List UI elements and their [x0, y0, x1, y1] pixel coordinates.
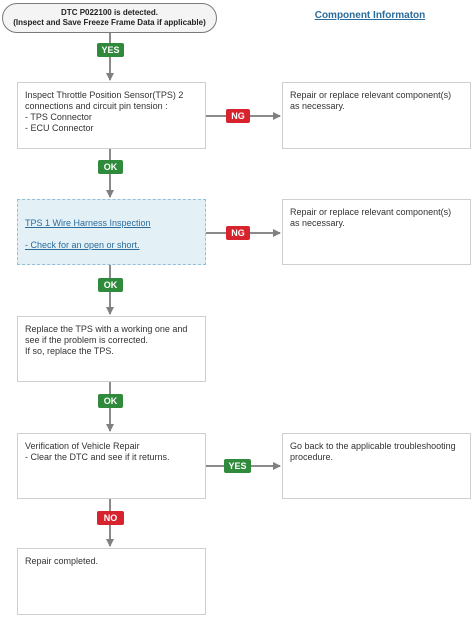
ng-badge-step2: NG: [226, 226, 250, 240]
result-repair-replace-2: Repair or replace relevant component(s) as necessary.: [282, 199, 471, 265]
ok-badge-step2: OK: [98, 278, 123, 292]
ng-badge-step1: NG: [226, 109, 250, 123]
step-repair-completed: Repair completed.: [17, 548, 206, 615]
result-go-back-troubleshooting: Go back to the applicable troubleshooting procedure.: [282, 433, 471, 499]
ok-badge-step3: OK: [98, 394, 123, 408]
no-badge-step4: NO: [97, 511, 124, 525]
step-wire-harness-inspection: [17, 199, 206, 265]
check-open-short-link[interactable]: - Check for an open or short.: [25, 240, 140, 250]
step-replace-tps: Replace the TPS with a working one and see if the problem is corrected. If so, replace the TPS.: [17, 316, 206, 382]
start-line2: (Inspect and Save Freeze Frame Data if applicable): [13, 18, 206, 27]
yes-badge-step4: YES: [224, 459, 251, 473]
wire-harness-inspection-link[interactable]: TPS 1 Wire Harness Inspection: [25, 218, 151, 228]
step-verification-repair: Verification of Vehicle Repair - Clear the DTC and see if it returns.: [17, 433, 206, 499]
result-repair-replace-1: Repair or replace relevant component(s) as necessary.: [282, 82, 471, 149]
start-terminal: [2, 3, 217, 33]
step-inspect-tps-connections: Inspect Throttle Position Sensor(TPS) 2 connections and circuit pin tension : - TPS Connector - ECU Connector: [17, 82, 206, 149]
start-line1: DTC P022100 is detected.: [61, 8, 158, 17]
component-information-link[interactable]: Component Informaton: [314, 10, 426, 21]
ok-badge-step1: OK: [98, 160, 123, 174]
yes-badge-start: YES: [97, 43, 124, 57]
